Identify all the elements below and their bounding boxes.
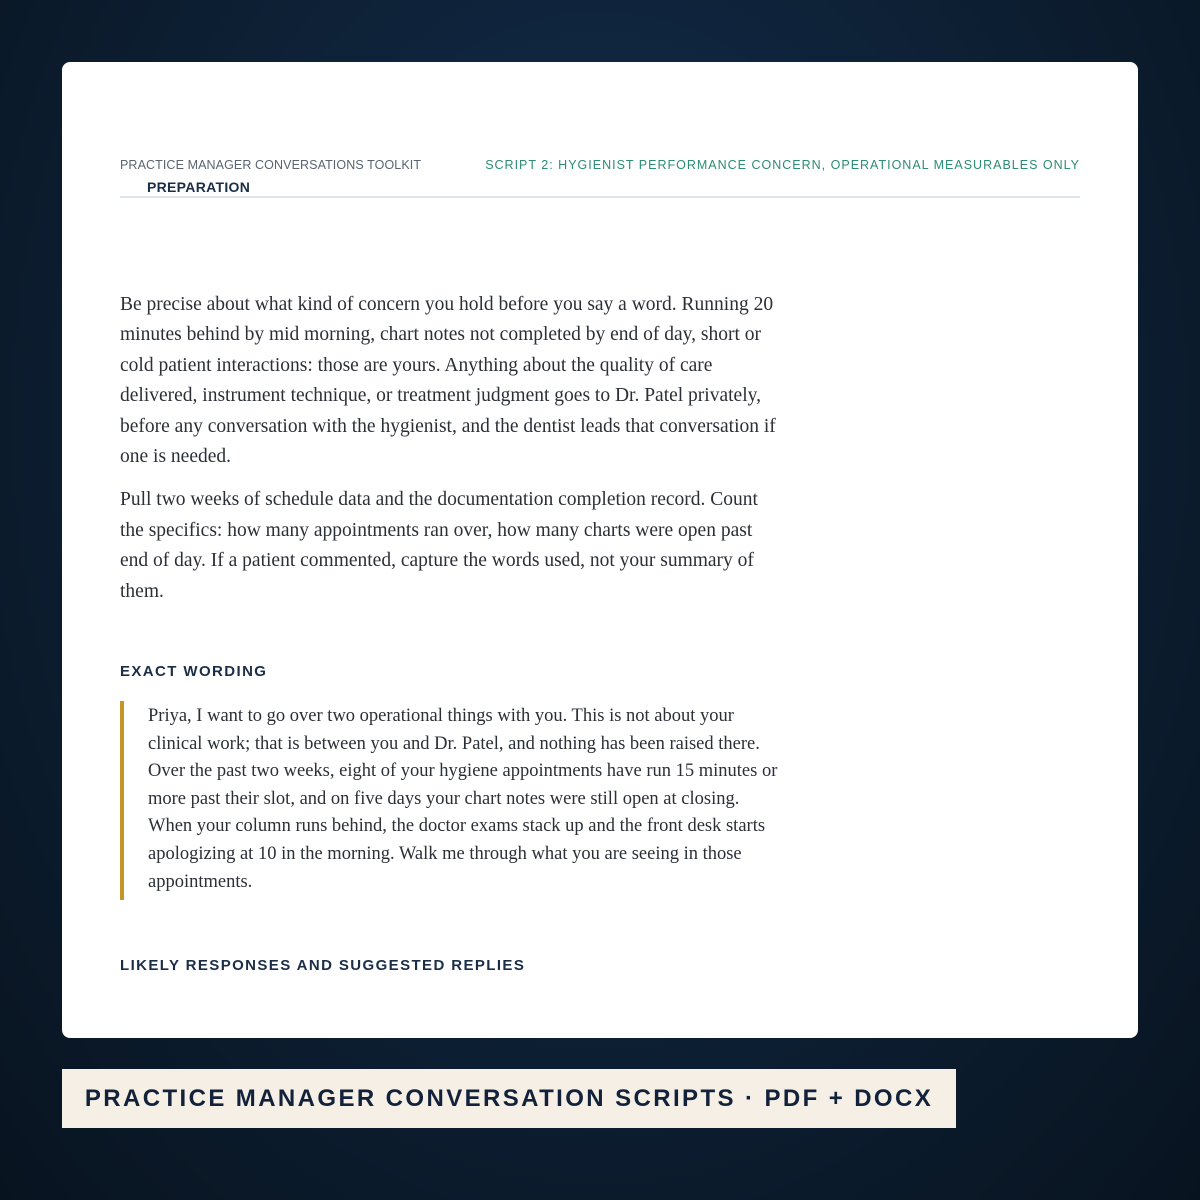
exact-wording-heading: EXACT WORDING [120, 663, 268, 680]
document-page [62, 62, 1138, 1038]
body-paragraph: Pull two weeks of schedule data and the documentation completion record. Count the specifics: how many appointments ran over, how many charts were open past end of day. If a patient commented, capture the words used, not your summary of them. [120, 489, 758, 602]
toolkit-name: PRACTICE MANAGER CONVERSATIONS TOOLKIT [120, 158, 422, 172]
script-title: SCRIPT 2: HYGIENIST PERFORMANCE CONCERN, OPERATIONAL MEASURABLES ONLY [485, 158, 1080, 172]
body-paragraph: Be precise about what kind of concern you hold before you say a word. Running 20 minutes behind by mid morning, chart notes not completed by end of day, short or cold patient interactions: those are yours. Anything about the quality of care delivered, instrument technique, or treatment judgment goes to Dr. Patel privately, before any conversation with the hygienist, and the dentist leads that conversation if one is needed. [120, 294, 776, 468]
running-header [120, 158, 1080, 198]
preparation-body [120, 290, 780, 620]
section-name: PREPARATION [147, 179, 251, 195]
product-caption-banner: PRACTICE MANAGER CONVERSATION SCRIPTS · PDF + DOCX [62, 1069, 956, 1128]
likely-responses-heading: LIKELY RESPONSES AND SUGGESTED REPLIES [120, 957, 526, 974]
exact-wording-quote [120, 701, 780, 900]
quote-text: Priya, I want to go over two operational things with you. This is not about your clinical work; that is between you and Dr. Patel, and nothing has been raised there. Over the past two weeks, eight of your hygiene appointments have run 15 minutes or more past their slot, and on five days your chart notes were still open at closing. When your column runs behind, the doctor exams stack up and the front desk starts apologizing at 10 in the morning. Walk me through what you are seeing in those appointments. [148, 706, 778, 892]
